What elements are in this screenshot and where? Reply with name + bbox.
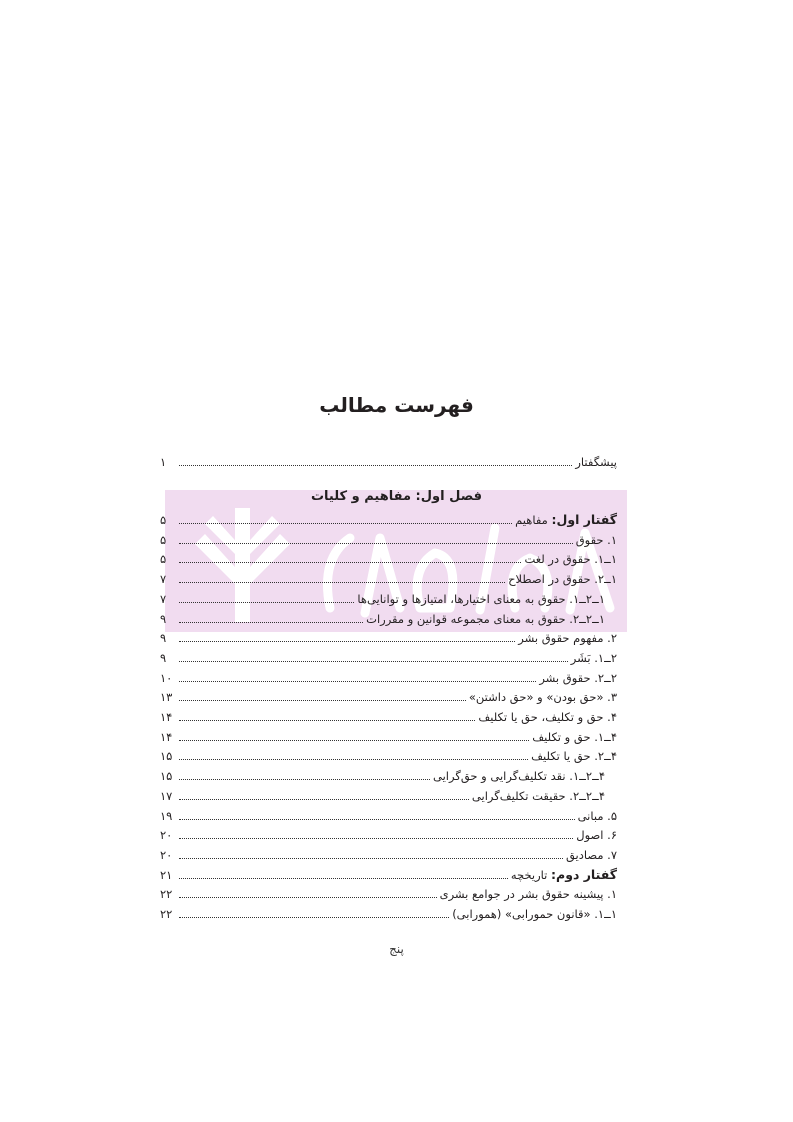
toc-entry-label: ۲. مفهوم حقوق بشر bbox=[518, 631, 617, 646]
toc-page-number: ۱ bbox=[160, 455, 167, 469]
chapter-heading: فصل اول: مفاهیم و کلیات bbox=[310, 489, 483, 504]
toc-entry[interactable] bbox=[160, 901, 617, 921]
toc-entry[interactable] bbox=[160, 704, 617, 724]
toc-entry[interactable] bbox=[160, 763, 617, 783]
toc-page-number: ۱۹ bbox=[160, 808, 173, 823]
dot-leader bbox=[179, 699, 466, 701]
toc-entry-label: ۴ــ۲. حق یا تکلیف bbox=[531, 749, 617, 764]
toc-entry-label: ۱ــ۲. حقوق در اصطلاح bbox=[508, 572, 617, 587]
toc-entry-label: ۲ــ۱. بَشَر bbox=[570, 650, 617, 665]
toc-page-number: ۷ bbox=[160, 572, 167, 587]
dot-leader bbox=[179, 758, 528, 760]
toc-entry[interactable] bbox=[160, 743, 617, 763]
toc-entry[interactable] bbox=[160, 566, 617, 586]
toc-entry[interactable] bbox=[160, 625, 617, 645]
dot-leader bbox=[179, 640, 515, 642]
toc-entry-label: ۱ــ۲ــ۲. حقوق به معنای مجموعه قوانین و مقررات bbox=[366, 611, 605, 626]
toc-entry-label: ۴ــ۲ــ۲. حقیقت تکلیف‌گرایی bbox=[471, 788, 605, 803]
toc-page-number: ۱۴ bbox=[160, 710, 173, 724]
toc-entry-label: پیشگفتار bbox=[575, 455, 617, 469]
dot-leader bbox=[179, 896, 437, 898]
dot-leader bbox=[179, 581, 505, 583]
dot-leader bbox=[179, 660, 568, 662]
toc-entry[interactable] bbox=[160, 862, 617, 882]
toc-entry[interactable] bbox=[160, 507, 617, 527]
toc-page-number: ۷ bbox=[160, 591, 167, 606]
toc-section-prefix: گفتار اول: bbox=[551, 512, 617, 527]
toc-entry-label: ۱ــ۱. «قانون حمورابی» (همورابی) bbox=[452, 907, 617, 921]
toc-entry-label: ۱ــ۲ــ۱. حقوق به معنای اختیارها، امتیازها و توانایی‌ها bbox=[357, 591, 605, 606]
toc-page-number: ۱۷ bbox=[160, 788, 173, 803]
dot-leader bbox=[179, 778, 430, 780]
toc-entry-label: ۲ــ۲. حقوق بشر bbox=[539, 670, 617, 685]
toc-entry-label bbox=[515, 513, 617, 527]
toc-entry[interactable] bbox=[160, 724, 617, 744]
toc-entry-label: ۴. حق و تکلیف، حق یا تکلیف bbox=[478, 710, 617, 724]
toc-page-number: ۲۰ bbox=[160, 828, 173, 843]
toc-entry-label: ۳. «حق بودن» و «حق داشتن» bbox=[468, 690, 617, 705]
dot-leader bbox=[179, 719, 475, 721]
toc-page-number: ۱۵ bbox=[160, 749, 173, 764]
dot-leader bbox=[179, 857, 563, 859]
toc-entry-label: ۴ــ۲ــ۱. نقد تکلیف‌گرایی و حق‌گرایی bbox=[433, 769, 605, 784]
toc-entry[interactable] bbox=[160, 803, 617, 823]
toc-entry[interactable] bbox=[160, 783, 617, 803]
page-title: فهرست مطالب bbox=[319, 393, 474, 417]
toc-page-number: ۱۳ bbox=[160, 690, 173, 705]
toc-entry[interactable] bbox=[160, 527, 617, 547]
toc-entry[interactable] bbox=[160, 606, 617, 626]
dot-leader bbox=[179, 601, 354, 603]
toc-section-title: تاریخچه bbox=[510, 867, 552, 882]
toc-entry-label: ۴ــ۱. حق و تکلیف bbox=[532, 729, 617, 744]
page-number-footer: پنج bbox=[389, 942, 404, 956]
toc-entry-preface[interactable] bbox=[160, 449, 617, 469]
toc-page-number: ۲۰ bbox=[160, 847, 173, 862]
dot-leader bbox=[179, 464, 572, 466]
toc-entry[interactable] bbox=[160, 842, 617, 862]
toc-entry[interactable] bbox=[160, 881, 617, 901]
toc-entry[interactable] bbox=[160, 665, 617, 685]
toc-entry-label: ۵. مبانی bbox=[577, 808, 617, 823]
toc-entry[interactable] bbox=[160, 546, 617, 566]
dot-leader bbox=[179, 916, 449, 918]
toc-page-number: ۲۲ bbox=[160, 907, 173, 921]
toc-page-number: ۲۲ bbox=[160, 887, 173, 902]
toc-page-number: ۹ bbox=[160, 650, 167, 665]
toc-entry-label: ۷. مصادیق bbox=[565, 847, 617, 862]
dot-leader bbox=[179, 680, 536, 682]
toc-entry-label: ۱. حقوق bbox=[575, 532, 617, 547]
toc-page-number: ۵ bbox=[160, 513, 167, 527]
dot-leader bbox=[179, 561, 521, 563]
dot-leader bbox=[179, 837, 573, 839]
toc-section-prefix: گفتار دوم: bbox=[551, 866, 617, 882]
toc-entry[interactable] bbox=[160, 645, 617, 665]
toc-page-number: ۹ bbox=[160, 611, 167, 626]
toc-entry[interactable] bbox=[160, 586, 617, 606]
toc-page-number: ۱۴ bbox=[160, 729, 173, 744]
toc-entry[interactable] bbox=[160, 822, 617, 842]
toc-page-number: ۱۵ bbox=[160, 769, 173, 784]
dot-leader bbox=[179, 798, 469, 800]
toc-page-number: ۵ bbox=[160, 552, 167, 567]
toc-entry-label: ۶. اصول bbox=[576, 828, 617, 843]
toc-page-number: ۲۱ bbox=[160, 867, 173, 882]
dot-leader bbox=[179, 621, 363, 623]
dot-leader bbox=[179, 877, 508, 879]
toc-entry-label: ۱ــ۱. حقوق در لغت bbox=[524, 552, 617, 567]
dot-leader bbox=[179, 522, 512, 524]
toc-entry-label bbox=[511, 868, 617, 882]
dot-leader bbox=[179, 542, 573, 544]
toc-entry-label: ۱. پیشینه حقوق بشر در جوامع بشری bbox=[439, 887, 617, 902]
dot-leader bbox=[179, 818, 575, 820]
toc-page-number: ۱۰ bbox=[160, 670, 173, 685]
toc-section-title: مفاهیم bbox=[515, 513, 552, 527]
toc-page-number: ۵ bbox=[160, 532, 167, 547]
dot-leader bbox=[179, 739, 529, 741]
toc-page-number: ۹ bbox=[160, 631, 167, 646]
toc-entry[interactable] bbox=[160, 684, 617, 704]
